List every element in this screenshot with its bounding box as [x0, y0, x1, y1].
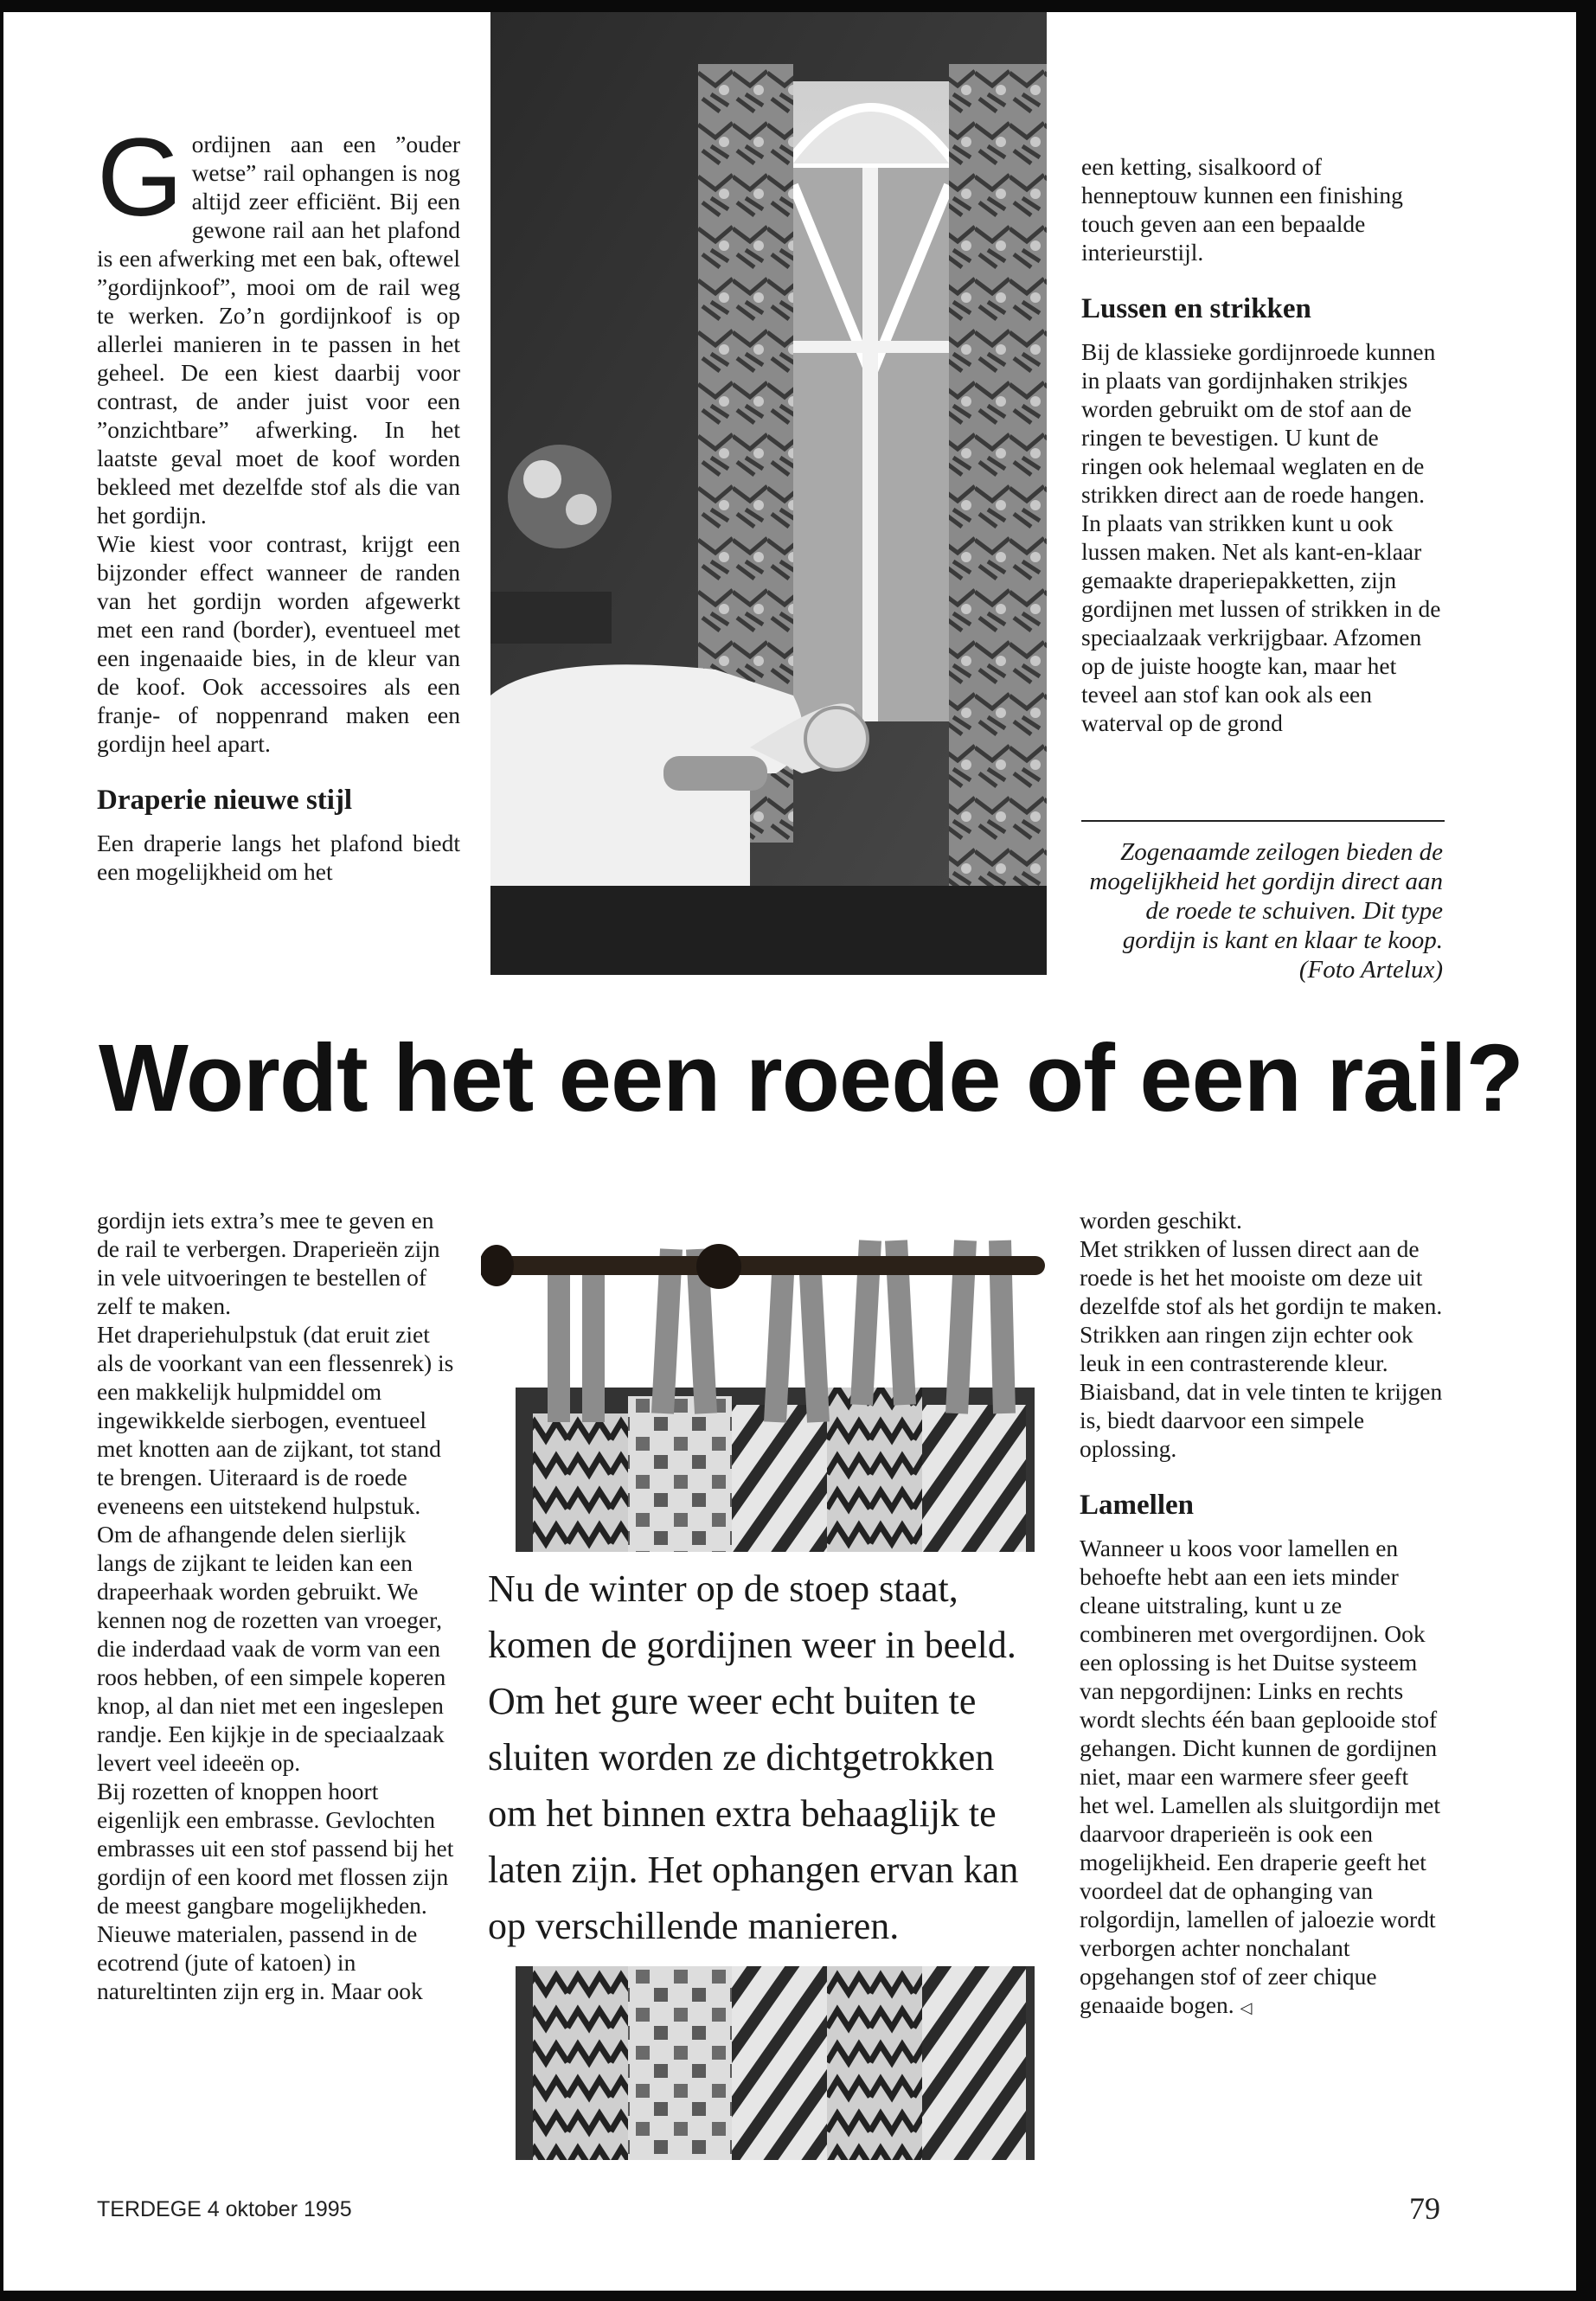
paragraph: een ketting, sisalkoord of henneptouw kunnen een finishing touch geven aan een bepaalde interieurstijl.: [1081, 153, 1403, 266]
article-headline: Wordt het een roede of een rail?: [99, 1025, 1523, 1131]
section-heading: Lamellen: [1080, 1490, 1194, 1521]
column-upper-right: [1081, 152, 1443, 737]
paragraph: Bij de klassieke gordijnroede kunnen in plaats van gordijnhaken strikjes worden gebruikt om de stof aan de ringen te bevestigen. U kunt de ringen ook helemaal weglaten en de strikken direct aan de roede hangen. In plaats van strikken kunt u ook lussen maken. Net als kant-en-klaar gemaakte draperiepakketten, zijn gordijnen met lussen of strikken in de speciaalzaak verkrijgbaar. Afzomen op de juiste hoogte kan, maar het teveel aan stof kan ook als een waterval op de grond: [1081, 338, 1441, 736]
section-heading: Draperie nieuwe stijl: [97, 785, 353, 816]
paragraph: worden geschikt.: [1080, 1207, 1242, 1234]
paragraph: Het draperiehulpstuk (dat eruit ziet als de voorkant van een flessenrek) is een makkelijk hulpmiddel om ingewikkelde sierbogen, eventueel met knotten aan de zijkant, tot stand te brengen. Uiteraard is de roede eveneens een uitstekend hulpstuk.: [97, 1321, 454, 1519]
photo-caption: Zogenaamde zeilogen bieden de mogelijkheid het gordijn direct aan de roede te schuiven. Dit type gordijn is kant en klaar te koop. (Foto Artelux): [1089, 838, 1443, 984]
magazine-page: [3, 12, 1576, 2291]
paragraph: Wanneer u koos voor lamellen en behoefte hebt aan een iets minder cleane uitstraling, kunt u ze combineren met overgordijnen. Ook een oplossing is het Duitse systeem van nepgordijnen: Links en rechts wordt slechts één baan geplooide stof gehangen. Dicht kunnen de gordijnen niet, maar een warmere sfeer geeft het wel. Lamellen als sluitgordijn met daarvoor draperieën is ook een mogelijkheid. Een draperie geeft het voordeel dat de ophanging van rolgordijn, lamellen of jaloezie wordt verborgen achter nonchalant opgehangen stof of zeer chique genaaide bogen. ◁: [1080, 1535, 1440, 2018]
paragraph: Wie kiest voor contrast, krijgt een bijzonder effect wanneer de randen van het gordijn worden afgewerkt met een rand (border), eventueel met een ingenaaide bies, in de kleur van de koof. Ook accessoires als een franje- of noppenrand maken een gordijn heel apart.: [97, 530, 460, 757]
paragraph: gordijn iets extra’s mee te geven en de rail te verbergen. Draperieën zijn in vele uitvoeringen te bestellen of zelf te maken.: [97, 1207, 440, 1319]
drop-cap: G: [97, 116, 183, 240]
window-curtains-photo: [490, 12, 1047, 975]
intro-paragraph: Gordijnen aan een ”ouder wetse” rail ophangen is nog altijd zeer efficiënt. Bij een gewone rail aan het plafond is een afwerking met een bak, oftewel ”gordijnkoof”, mooi om de rail weg te werken. Zo’n gordijnkoof is op allerlei manieren in te passen in het geheel. De een kiest daarbij voor contrast, de ander juist voor een ”onzichtbare” afwerking. In het laatste geval moet de koof worden bekleed met dezelfde stof als die van het gordijn.: [97, 116, 460, 529]
page-number: 79: [1409, 2191, 1440, 2226]
paragraph: Om de afhangende delen sierlijk langs de zijkant te leiden kan een drapeerhaak worden gebruikt. We kennen nog de rozetten van vroeger, die inderdaad vaak de vorm van een roos hebben, of een simpele koperen knop, al dan niet met een ingeslepen randje. Een kijkje in de speciaalzaak levert veel ideeën op.: [97, 1521, 446, 1776]
caption-divider: [1081, 820, 1445, 822]
column-lower-left: [97, 1206, 460, 2005]
section-heading: Lussen en strikken: [1081, 293, 1311, 324]
column-lower-right: [1080, 1206, 1443, 2022]
column-upper-left: [97, 116, 460, 886]
paragraph: Bij rozetten of knoppen hoort eigenlijk een embrasse. Gevlochten embrasses uit een stof passend bij het gordijn of een koord met flossen zijn de meest gangbare mogelijkheden. Nieuwe materialen, passend in de ecotrend (jute of katoen) in natureltinten zijn erg in. Maar ook: [97, 1778, 454, 2004]
footer-source: TERDEGE 4 oktober 1995: [97, 2197, 352, 2221]
window-photo-illustration: [490, 12, 1047, 975]
paragraph: Een draperie langs het plafond biedt een mogelijkheid om het: [97, 830, 460, 885]
end-mark-icon: ◁: [1240, 1999, 1253, 2016]
paragraph: Met strikken of lussen direct aan de roede is het het mooiste om deze uit dezelfde stof als het gordijn te maken. Strikken aan ringen zijn echter ook leuk in een contrasterende kleur. Biaisband, dat in vele tinten te krijgen is, biedt daarvoor een simpele oplossing.: [1080, 1235, 1443, 1462]
intro-lead-text: Nu de winter op de stoep staat, komen de gordijnen weer in beeld. Om het gure weer echt buiten te sluiten worden ze dichtgetrokken om het binnen extra behaaglijk te laten zijn. Het ophangen ervan kan op verschillende manieren.: [476, 1552, 1066, 1966]
